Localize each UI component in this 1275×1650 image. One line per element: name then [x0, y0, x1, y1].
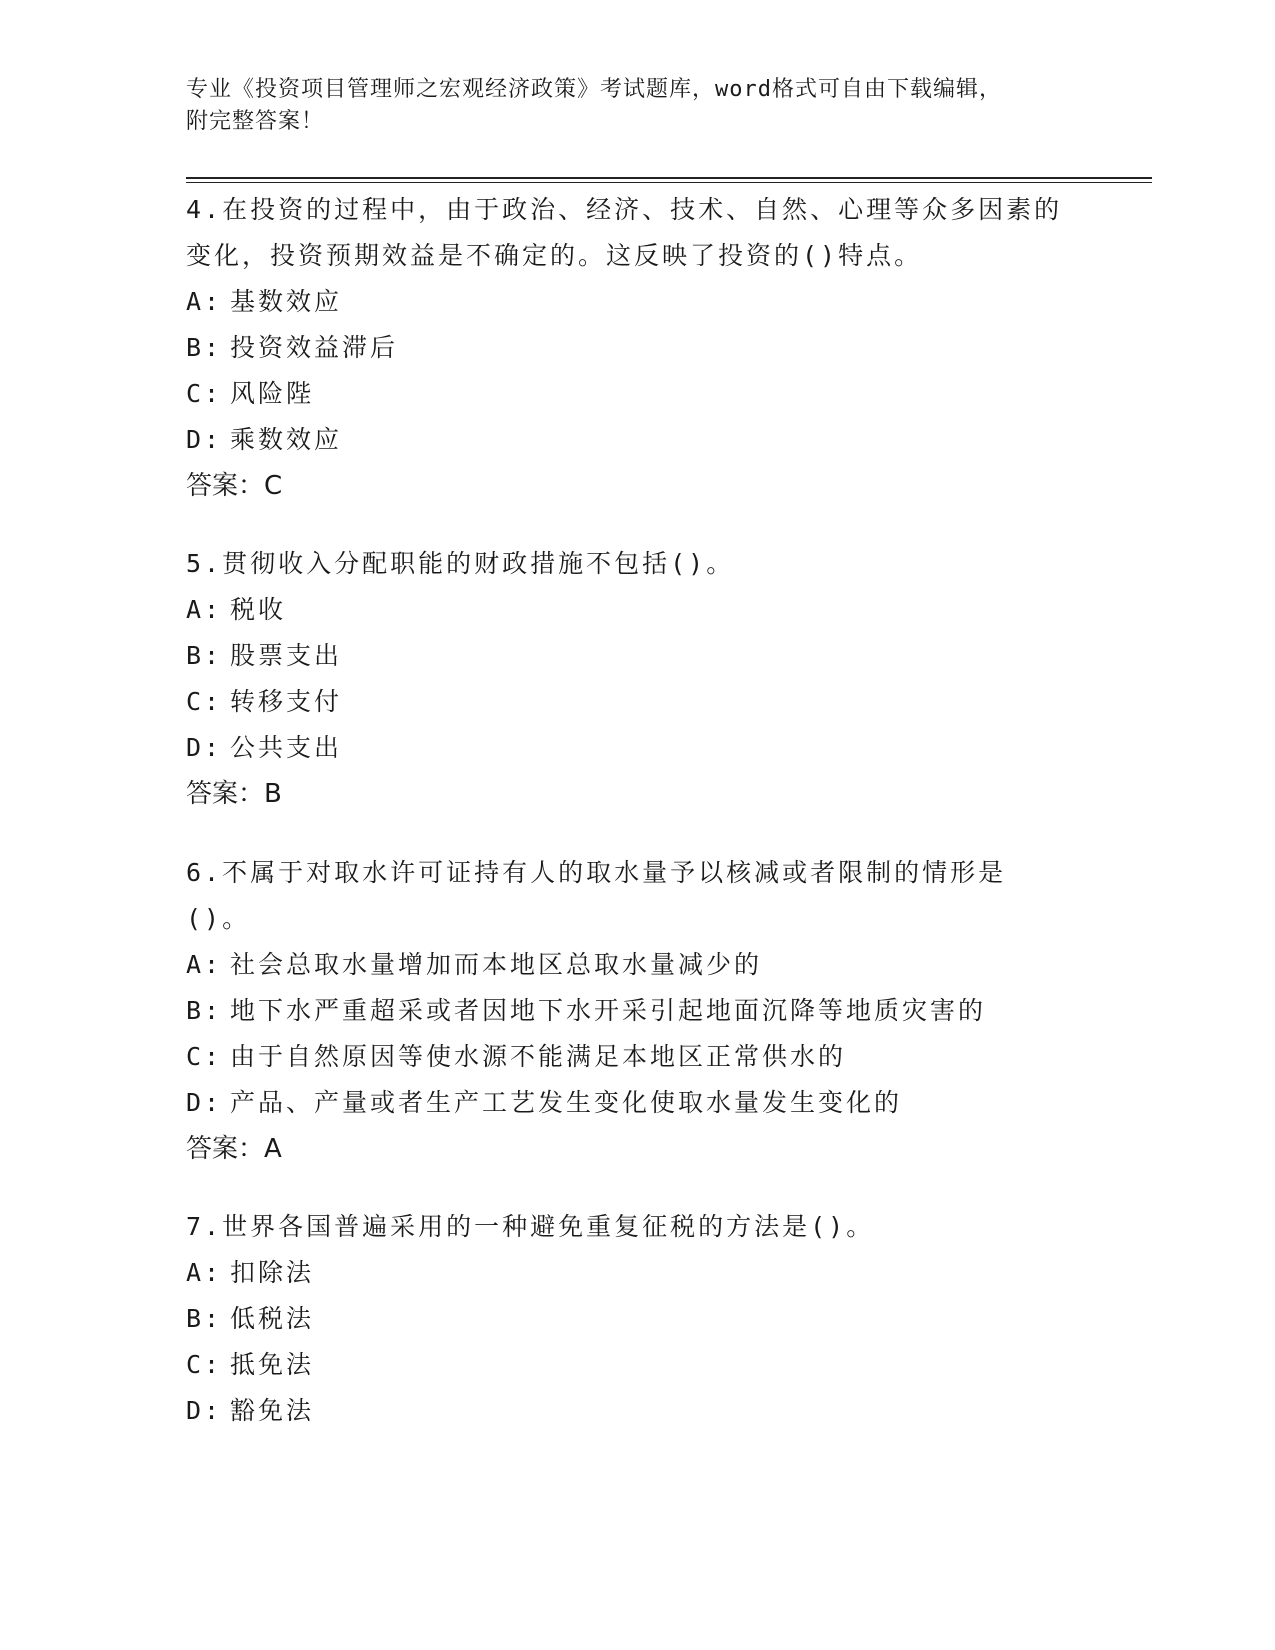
option-c [186, 1342, 1066, 1388]
option-key: A: [186, 1258, 223, 1287]
option-d [186, 417, 1066, 463]
option-key: A: [186, 950, 223, 979]
option-key: C: [186, 379, 223, 408]
option-key: B: [186, 641, 223, 670]
option-key: D: [186, 1396, 223, 1425]
option-key: D: [186, 733, 223, 762]
option-c [186, 371, 1066, 417]
header-line-1: 专业《投资项目管理师之宏观经济政策》考试题库，word格式可自由下载编辑， [186, 77, 1002, 102]
question-6 [186, 850, 1066, 1172]
option-text: 转移支付 [230, 687, 343, 716]
document-header [186, 74, 1066, 138]
option-text: 产品、产量或者生产工艺发生变化使取水量发生变化的 [230, 1088, 903, 1117]
option-c [186, 1034, 1066, 1080]
option-text: 基数效应 [230, 287, 343, 316]
option-d [186, 1388, 1066, 1434]
option-key: D: [186, 425, 223, 454]
option-key: D: [186, 1088, 223, 1117]
option-b [186, 633, 1066, 679]
option-text: 豁免法 [230, 1396, 315, 1425]
option-text: 投资效益滞后 [230, 333, 399, 362]
question-text: 5.贯彻收入分配职能的财政措施不包括()。 [186, 549, 735, 578]
option-text: 公共支出 [230, 733, 343, 762]
question-text: 4.在投资的过程中，由于政治、经济、技术、自然、心理等众多因素的变化，投资预期效益是不确定的。这反映了投资的()特点。 [186, 195, 1063, 270]
question-4 [186, 187, 1066, 509]
option-a [186, 942, 1066, 988]
option-b [186, 1296, 1066, 1342]
option-a [186, 279, 1066, 325]
question-text: 6.不属于对取水许可证持有人的取水量予以核减或者限制的情形是()。 [186, 858, 1007, 933]
option-key: C: [186, 1350, 223, 1379]
answer-label: 答案：A [186, 1134, 282, 1164]
option-b [186, 325, 1066, 371]
question-text: 7.世界各国普遍采用的一种避免重复征税的方法是()。 [186, 1212, 875, 1241]
option-text: 抵免法 [230, 1350, 315, 1379]
option-text: 扣除法 [230, 1258, 315, 1287]
option-key: B: [186, 333, 223, 362]
option-key: A: [186, 287, 223, 316]
header-divider-thick [186, 177, 1152, 179]
option-key: B: [186, 996, 223, 1025]
option-a [186, 587, 1066, 633]
option-text: 乘数效应 [230, 425, 343, 454]
option-text: 税收 [230, 595, 287, 624]
option-text: 社会总取水量增加而本地区总取水量减少的 [230, 950, 763, 979]
option-text: 地下水严重超采或者因地下水开采引起地面沉降等地质灾害的 [230, 996, 987, 1025]
question-5 [186, 541, 1066, 817]
option-text: 股票支出 [230, 641, 343, 670]
option-d [186, 725, 1066, 771]
option-text: 风险陛 [230, 379, 315, 408]
option-a [186, 1250, 1066, 1296]
option-key: B: [186, 1304, 223, 1333]
question-7 [186, 1204, 1066, 1434]
option-text: 低税法 [230, 1304, 315, 1333]
answer-label: 答案：B [186, 779, 282, 809]
header-line-2: 附完整答案！ [186, 109, 325, 134]
option-d [186, 1080, 1066, 1126]
answer-label: 答案：C [186, 471, 283, 501]
option-c [186, 679, 1066, 725]
option-b [186, 988, 1066, 1034]
header-divider-thin [186, 182, 1152, 183]
option-key: C: [186, 1042, 223, 1071]
option-text: 由于自然原因等使水源不能满足本地区正常供水的 [230, 1042, 847, 1071]
option-key: A: [186, 595, 223, 624]
option-key: C: [186, 687, 223, 716]
